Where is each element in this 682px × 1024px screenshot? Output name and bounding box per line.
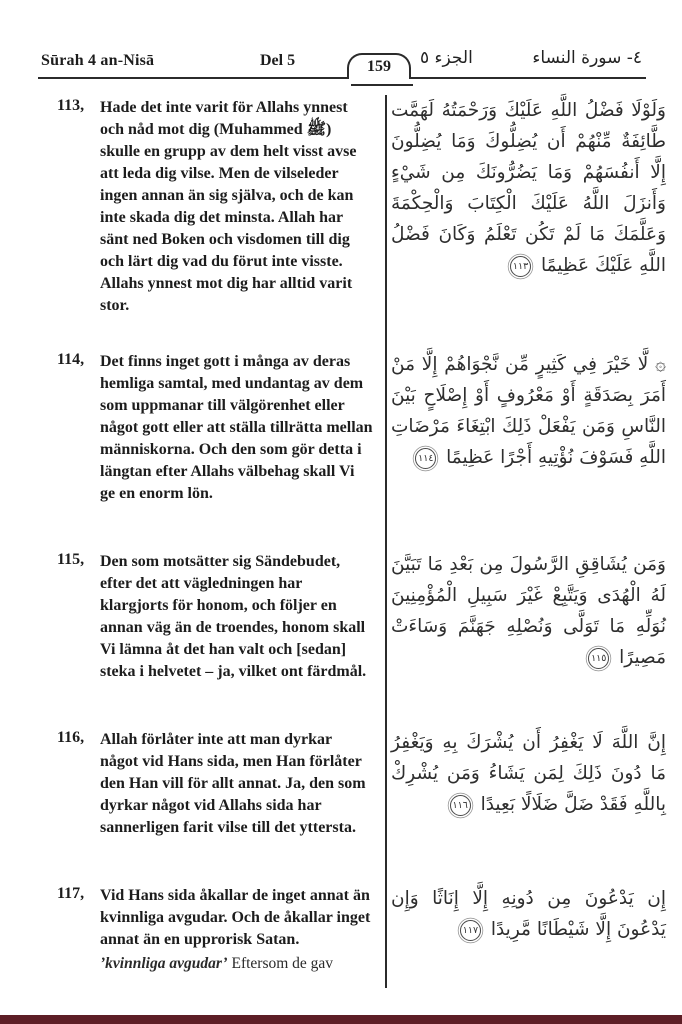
verse-end-marker: ١١٤ (415, 448, 436, 469)
verse-translation-text: Hade det inte varit för Allahs ynnest och nåd mot dig (Muhammed ﷺ) skulle en grupp av dem helt visst avse att leda dig vilse. Men de vilseleder ingen annan än sig själva, och de kan inte skada dig det minsta. Allah har sänt ned Boken och visdomen till dig och lärt dig vad du förut inte visste. Allahs ynnest mot dig har alltid varit stor. (100, 99, 357, 314)
arabic-verse-117 (375, 883, 668, 945)
arabic-verse-114 (375, 349, 668, 473)
juz-label-arabic: الجزء ٥ (420, 48, 473, 68)
arabic-verse-113 (375, 95, 668, 281)
verse-translation-text: Vid Hans sida åkallar de inget annat än kvinnliga avgudar. Och de åkallar inget annat än en upprorisk Satan. (100, 887, 371, 948)
arabic-text: إِنَّ اللَّهَ لَا يَغْفِرُ أَن يُشْرَكَ بِهِ وَيَغْفِرُ مَا دُونَ ذَلِكَ لِمَن يَشَاءُ وَمَن يُشْرِكْ بِاللَّهِ فَقَدْ ضَلَّ ضَلَالًا بَعِيدًا (391, 732, 666, 815)
surah-title-arabic: ٤- سورة النساء (532, 48, 642, 68)
swedish-verse-115 (40, 551, 375, 683)
page-number-tab: 159 (347, 53, 411, 79)
part-label: Del 5 (260, 52, 296, 69)
arabic-verse-116 (375, 727, 668, 820)
verse-number: 117, (57, 885, 85, 902)
swedish-verse-116 (40, 729, 375, 839)
arabic-text: وَمَن يُشَاقِقِ الرَّسُولَ مِن بَعْدِ مَا تَبَيَّنَ لَهُ الْهُدَى وَيَتَّبِعْ غَيْرَ سَبِيلِ الْمُؤْمِنِينَ نُوَلِّهِ مَا تَوَلَّى وَنُصْلِهِ جَهَنَّمَ وَسَاءَتْ مَصِيرًا (391, 554, 666, 668)
verse-end-marker: ١١٦ (450, 795, 471, 816)
page-body (40, 97, 668, 975)
verse-number: 114, (57, 351, 85, 368)
verse-row-113 (40, 97, 668, 351)
verse-row-116 (40, 729, 668, 885)
verse-end-marker: ١١٥ (588, 648, 609, 669)
header-rule-line (38, 77, 646, 79)
page-number-underline (351, 84, 413, 86)
verse-translation-text: Det finns inget gott i många av deras hemliga samtal, med undantag av dem som uppmanar till välgörenhet eller något gott eller att ställa tillrätta mellan människorna. Och den som gör detta i längtan efter Allahs välbehag skall Vi ge en enorm lön. (100, 353, 373, 502)
verse-number: 113, (57, 97, 85, 114)
verse-number: 115, (57, 551, 85, 568)
verse-translation-text: Den som motsätter sig Sändebudet, efter det att vägledningen har klargjorts för honom, och följer en annan väg än de troendes, honom skall Vi lämna åt det han valt och [sedan] steka i helvetet – ja, vilket ont färdmål. (100, 553, 367, 680)
swedish-verse-113 (40, 97, 375, 317)
swedish-verse-117 (40, 885, 375, 951)
arabic-text: إِن يَدْعُونَ مِن دُونِهِ إِلَّا إِنَاثًا وَإِن يَدْعُونَ إِلَّا شَيْطَانًا مَّرِيدًا (391, 888, 666, 940)
verse-number: 116, (57, 729, 85, 746)
footnote-text: Eftersom de gav (227, 955, 334, 972)
swedish-verse-114 (40, 351, 375, 505)
arabic-text: ۞ لَّا خَيْرَ فِي كَثِيرٍ مِّن نَّجْوَاهُمْ إِلَّا مَنْ أَمَرَ بِصَدَقَةٍ أَوْ مَعْرُوفٍ أَوْ إِصْلَاحٍ بَيْنَ النَّاسِ وَمَن يَفْعَلْ ذَلِكَ ابْتِغَاءَ مَرْضَاتِ اللَّهِ فَسَوْفَ نُؤْتِيهِ أَجْرًا عَظِيمًا (391, 354, 666, 468)
verse-row-115 (40, 551, 668, 729)
verse-row-117 (40, 885, 668, 951)
surah-title-latin: Sūrah 4 an-Nisā (41, 52, 155, 69)
footnote-term: ’kvinnliga avgudar’ (100, 955, 228, 972)
verse-end-marker: ١١٧ (460, 920, 481, 941)
footnote (100, 953, 668, 975)
verse-end-marker: ١١٣ (510, 256, 531, 277)
page-header (0, 0, 682, 96)
verse-translation-text: Allah förlåter inte att man dyrkar något vid Hans sida, men Han förlåter den Han vill för allt annat. Ja, den som dyrkar något vid Allahs sida har sannerligen farit vilse till det yttersta. (100, 731, 366, 836)
footer-accent-bar (0, 1015, 682, 1024)
verse-row-114 (40, 351, 668, 551)
arabic-text: وَلَوْلَا فَضْلُ اللَّهِ عَلَيْكَ وَرَحْمَتُهُ لَهَمَّت طَّائِفَةٌ مِّنْهُمْ أَن يُضِلُّوكَ وَمَا يُضِلُّونَ إِلَّا أَنفُسَهُمْ وَمَا يَضُرُّونَكَ مِن شَيْءٍ وَأَنزَلَ اللَّهُ عَلَيْكَ الْكِتَابَ وَالْحِكْمَةَ وَعَلَّمَكَ مَا لَمْ تَكُن تَعْلَمُ وَكَانَ فَضْلُ اللَّهِ عَلَيْكَ عَظِيمًا (391, 100, 666, 276)
arabic-verse-115 (375, 549, 668, 673)
